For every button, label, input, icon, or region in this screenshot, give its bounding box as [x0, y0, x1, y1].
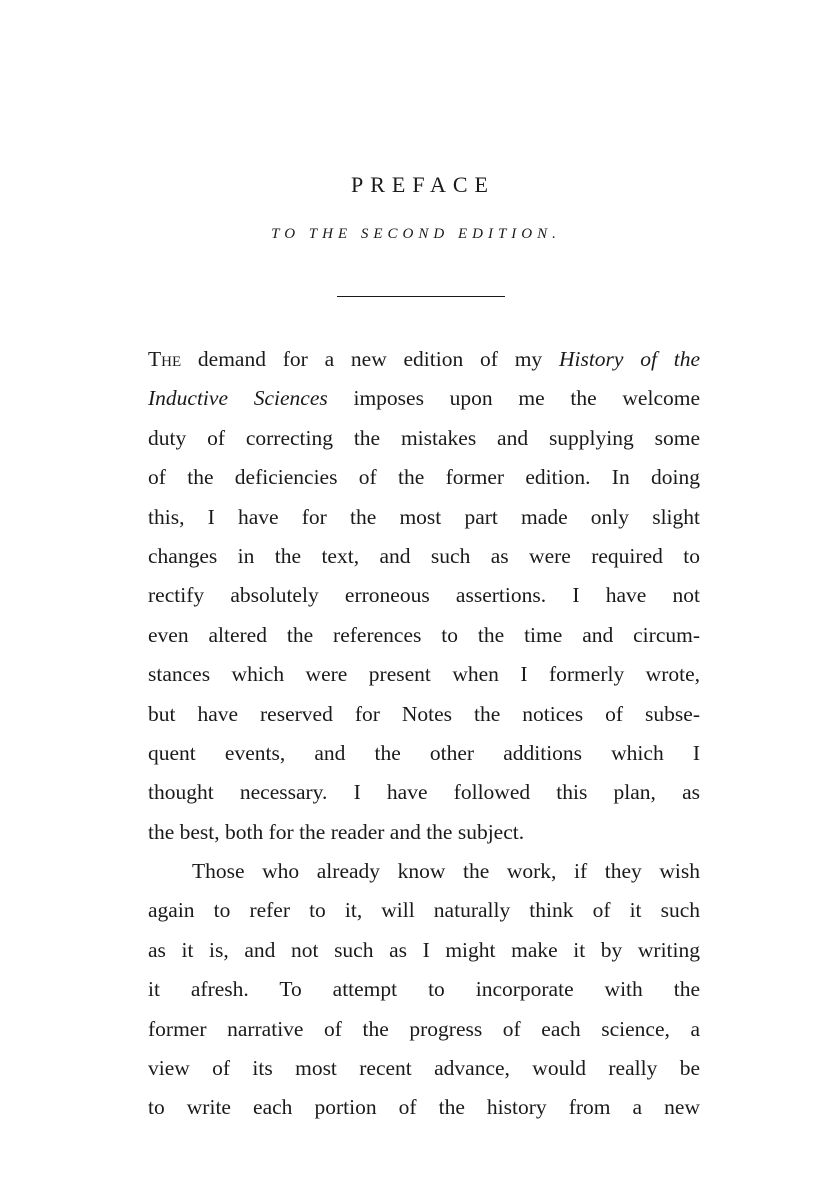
text-segment: Those who already know the work, if they wish [192, 859, 700, 884]
text-segment: thought necessary. I have followed this plan, as [148, 780, 700, 805]
title-rule [337, 296, 505, 297]
text-segment: quent events, and the other additions which I [148, 740, 700, 765]
page-title: PREFACE [351, 172, 495, 197]
text-segment: the best, both for the reader and the subject. [148, 819, 525, 844]
text-segment: view of its most recent advance, would really be [148, 1056, 700, 1081]
text-segment: former narrative of the progress of each science, a [148, 1016, 700, 1041]
text-segment: again to refer to it, will naturally think of it such [148, 898, 700, 923]
text-line [148, 813, 700, 852]
text-line [148, 576, 700, 615]
text-segment: as it is, and not such as I might make it by writing [148, 937, 700, 962]
text-line [148, 616, 700, 655]
text-segment: this, I have for the most part made only slight [148, 504, 700, 529]
text-segment: Inductive Sciences [148, 386, 328, 411]
text-line [148, 379, 700, 418]
text-segment: of the deficiencies of the former edition. In doing [148, 465, 700, 490]
text-line [148, 852, 700, 891]
text-line [148, 773, 700, 812]
text-segment: changes in the text, and such as were required to [148, 543, 700, 568]
text-segment: to write each portion of the history from a new [148, 1095, 700, 1120]
text-segment: The [148, 347, 182, 371]
text-segment: but have reserved for Notes the notices of subse- [148, 701, 700, 726]
paragraph [148, 852, 700, 1128]
text-line [148, 655, 700, 694]
text-segment: it afresh. To attempt to incorporate with the [148, 977, 700, 1002]
page-subtitle: TO THE SECOND EDITION. [271, 226, 561, 242]
text-line [148, 695, 700, 734]
text-line [148, 970, 700, 1009]
text-line [148, 1049, 700, 1088]
text-line [148, 537, 700, 576]
text-line [148, 340, 700, 379]
text-segment: History of the [558, 347, 700, 371]
text-segment: stances which were present when I formerly wrote, [148, 662, 700, 687]
text-segment: imposes upon me the welcome [327, 386, 701, 411]
text-segment: even altered the references to the time and circum- [148, 622, 700, 647]
text-segment: rectify absolutely erroneous assertions. I have not [148, 583, 700, 608]
text-line [148, 891, 700, 930]
text-segment: duty of correcting the mistakes and supplying some [148, 425, 700, 450]
text-line [148, 498, 700, 537]
text-line [148, 734, 700, 773]
text-line [148, 1010, 700, 1049]
text-segment: demand for a new edition of my [181, 347, 559, 371]
paragraph [148, 340, 700, 852]
body-text [148, 340, 700, 1128]
text-line [148, 931, 700, 970]
text-line [148, 458, 700, 497]
text-line [148, 419, 700, 458]
text-line [148, 1088, 700, 1127]
